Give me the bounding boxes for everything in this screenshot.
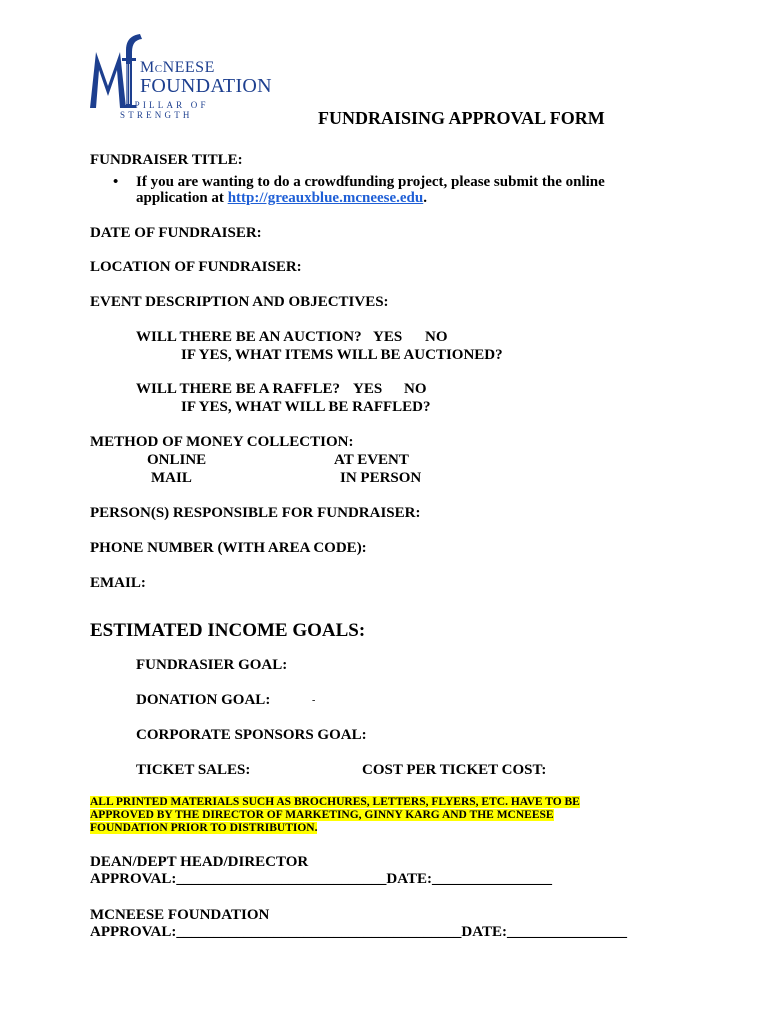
notice-line2: APPROVED BY THE DIRECTOR OF MARKETING, GINNY KARG AND THE MCNEESE xyxy=(90,809,554,821)
mcneese-foundation-logo xyxy=(86,30,276,120)
donation-goal-mark: - xyxy=(312,695,316,706)
foundation-approval-title: MCNEESE FOUNDATION xyxy=(90,907,270,923)
crowdfunding-link[interactable]: http://greauxblue.mcneese.edu xyxy=(227,190,424,206)
printed-materials-notice xyxy=(90,796,650,835)
auction-question: WILL THERE BE AN AUCTION? xyxy=(136,329,362,345)
date-of-fundraiser-label: DATE OF FUNDRAISER: xyxy=(90,225,262,241)
online-option: ONLINE xyxy=(147,452,207,468)
phone-label: PHONE NUMBER (WITH AREA CODE): xyxy=(90,540,367,556)
description-label: EVENT DESCRIPTION AND OBJECTIVES: xyxy=(90,294,389,310)
income-goals-heading: ESTIMATED INCOME GOALS: xyxy=(90,620,366,641)
in-person-option: IN PERSON xyxy=(340,470,422,486)
auction-yes-option: YES xyxy=(373,329,403,345)
crowdfunding-note-line1: If you are wanting to do a crowdfunding project, please submit the online xyxy=(136,174,605,190)
dean-approval-title: DEAN/DEPT HEAD/DIRECTOR xyxy=(90,854,309,870)
auction-no-option: NO xyxy=(425,329,448,345)
money-collection-label: METHOD OF MONEY COLLECTION: xyxy=(90,434,354,450)
ticket-sales-label: TICKET SALES: xyxy=(136,762,251,778)
raffle-yes-option: YES xyxy=(353,381,383,397)
raffle-items-label: IF YES, WHAT WILL BE RAFFLED? xyxy=(181,399,431,415)
logo-tagline: A PILLAR OF STRENGTH xyxy=(120,100,209,120)
location-label: LOCATION OF FUNDRAISER: xyxy=(90,259,302,275)
notice-line1: ALL PRINTED MATERIALS SUCH AS BROCHURES, LETTERS, FLYERS, ETC. HAVE TO BE xyxy=(90,796,580,808)
mail-option: MAIL xyxy=(151,470,192,486)
notice-line3: FOUNDATION PRIOR TO DISTRIBUTION. xyxy=(90,822,318,834)
fundraiser-goal-label: FUNDRASIER GOAL: xyxy=(136,657,288,673)
auction-items-label: IF YES, WHAT ITEMS WILL BE AUCTIONED? xyxy=(181,347,503,363)
raffle-question: WILL THERE BE A RAFFLE? xyxy=(136,381,340,397)
fundraiser-title-label: FUNDRAISER TITLE: xyxy=(90,152,243,168)
bullet-icon: • xyxy=(113,174,119,190)
logo-name-line1: MCNEESE xyxy=(140,59,215,76)
dean-approval-signature-line: APPROVAL:____________________________DATE:________________ xyxy=(90,871,552,887)
at-event-option: AT EVENT xyxy=(334,452,409,468)
donation-goal-label: DONATION GOAL: xyxy=(136,692,271,708)
logo-name-line2: FOUNDATION xyxy=(140,75,272,97)
form-title: FUNDRAISING APPROVAL FORM xyxy=(318,108,605,128)
foundation-approval-signature-line: APPROVAL:______________________________________DATE:________________ xyxy=(90,924,627,940)
email-label: EMAIL: xyxy=(90,575,146,591)
persons-responsible-label: PERSON(S) RESPONSIBLE FOR FUNDRAISER: xyxy=(90,505,421,521)
corporate-sponsors-goal-label: CORPORATE SPONSORS GOAL: xyxy=(136,727,367,743)
crowdfunding-note-line2: application at http://greauxblue.mcneese.edu. xyxy=(136,190,427,206)
raffle-no-option: NO xyxy=(404,381,427,397)
cost-per-ticket-label: COST PER TICKET COST: xyxy=(362,762,547,778)
